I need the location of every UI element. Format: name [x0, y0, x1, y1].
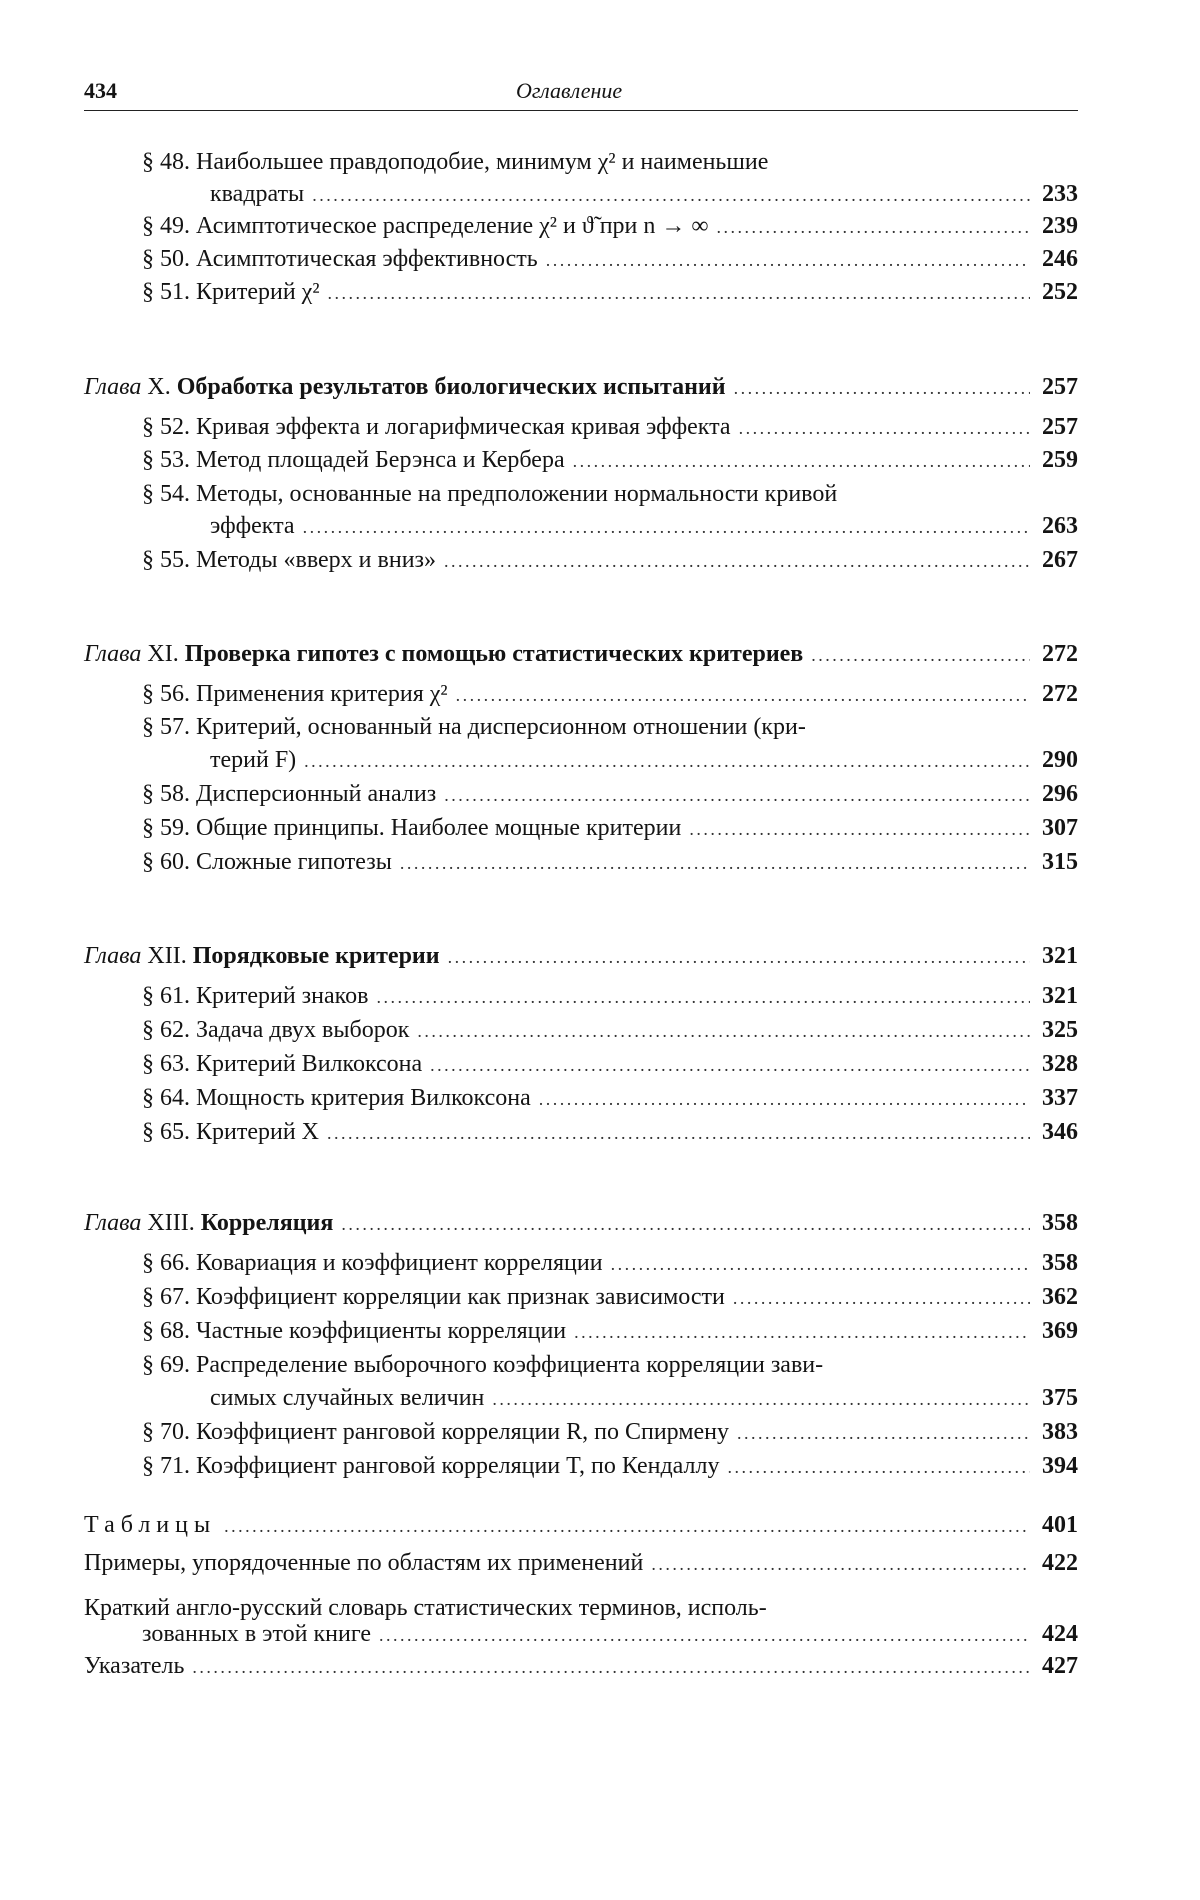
dot-leader	[733, 1281, 1030, 1314]
toc-chapter-line	[84, 371, 1078, 404]
toc-entry-text: § 48. Наибольшее правдоподобие, минимум χ² и наименьшие	[142, 149, 769, 175]
toc-chapter-line	[84, 638, 1078, 671]
toc-page-number: 358	[1042, 1250, 1078, 1276]
toc-entry-text: квадраты	[210, 181, 305, 207]
toc-entry-line	[142, 1618, 1078, 1651]
dot-leader	[811, 638, 1030, 671]
toc-entry-line	[210, 178, 1078, 211]
toc-page-number: 239	[1042, 213, 1078, 239]
toc-entry-line	[142, 846, 1078, 879]
dot-leader	[448, 940, 1030, 973]
toc-page-number: 233	[1042, 181, 1078, 207]
toc-entry-line	[142, 812, 1078, 845]
chapter-title: Порядковые критерии	[192, 943, 440, 969]
dot-leader	[573, 444, 1030, 477]
toc-page-number: 422	[1042, 1550, 1078, 1576]
dot-leader	[539, 1082, 1030, 1115]
chapter-label: Глава	[84, 641, 142, 667]
toc-entry-text: § 65. Критерий X	[142, 1119, 320, 1145]
chapter-label: Глава	[84, 374, 142, 400]
toc-entry-text: § 70. Коэффициент ранговой корреляции R, по Спирмену	[142, 1419, 730, 1445]
page-number: 434	[84, 78, 117, 103]
toc-entry-line	[142, 1450, 1078, 1483]
toc-entry-line	[142, 1082, 1078, 1115]
toc-entry-text: зованных в этой книге	[142, 1621, 371, 1647]
toc-entry-text: терий F)	[210, 747, 297, 773]
toc-entry-text: § 67. Коэффициент корреляции как признак зависимости	[142, 1284, 725, 1310]
toc-page-number: 424	[1042, 1621, 1078, 1647]
toc-page-number: 259	[1042, 447, 1078, 473]
chapter-number: XII.	[147, 943, 187, 969]
dot-leader	[430, 1048, 1030, 1081]
dot-leader	[727, 1450, 1030, 1483]
toc-entry-line	[142, 980, 1078, 1013]
toc-entry-text: § 71. Коэффициент ранговой корреляции T, по Кендаллу	[142, 1453, 720, 1479]
toc-entry-text: эффекта	[210, 513, 295, 539]
toc-entry-text: § 64. Мощность критерия Вилкоксона	[142, 1085, 531, 1111]
toc-entry-line	[84, 1650, 1078, 1683]
toc-entry-text: § 49. Асимптотическое распределение χ² и ϑ̃ при n → ∞	[142, 213, 709, 239]
dot-leader	[734, 371, 1030, 404]
toc-page-number: 307	[1042, 815, 1078, 841]
toc-page-number: 272	[1042, 681, 1078, 707]
toc-page-number: 328	[1042, 1051, 1078, 1077]
toc-entry-text: § 51. Критерий χ²	[142, 279, 320, 305]
toc-entry-line	[142, 1116, 1078, 1149]
toc-entry-text: симых случайных величин	[210, 1385, 485, 1411]
running-title: Оглавление	[516, 78, 623, 103]
toc-entry-text: Таблицы	[84, 1512, 217, 1538]
toc-entry-line	[142, 778, 1078, 811]
toc-page-number: 337	[1042, 1085, 1078, 1111]
chapter-title: Проверка гипотез с помощью статистических критериев	[184, 641, 804, 667]
toc-page-number: 427	[1042, 1653, 1078, 1679]
toc-page-number: 252	[1042, 279, 1078, 305]
dot-leader	[739, 411, 1030, 444]
toc-page-number: 394	[1042, 1453, 1078, 1479]
toc-page-number: 401	[1042, 1512, 1078, 1538]
dot-leader	[304, 744, 1030, 777]
dot-leader	[417, 1014, 1030, 1047]
toc-entry-line	[142, 411, 1078, 444]
toc-entry-line	[84, 1547, 1078, 1580]
toc-entry-text: § 62. Задача двух выборок	[142, 1017, 410, 1043]
toc-entry-text: § 56. Применения критерия χ²	[142, 681, 448, 707]
toc-page-number: 321	[1042, 983, 1078, 1009]
dot-leader	[376, 980, 1030, 1013]
page-header	[84, 74, 1078, 114]
toc-entry-text: § 63. Критерий Вилкоксона	[142, 1051, 423, 1077]
toc-page-number: 315	[1042, 849, 1078, 875]
dot-leader	[737, 1416, 1030, 1449]
dot-leader	[456, 678, 1030, 711]
dot-leader	[312, 178, 1030, 211]
chapter-title: Обработка результатов биологических испытаний	[176, 374, 726, 400]
dot-leader	[444, 778, 1030, 811]
dot-leader	[574, 1315, 1030, 1348]
toc-entry-line	[142, 1247, 1078, 1280]
toc-entry-line	[210, 744, 1078, 777]
dot-leader	[546, 243, 1030, 276]
dot-leader	[327, 1116, 1030, 1149]
toc-entry-text: § 59. Общие принципы. Наиболее мощные критерии	[142, 815, 682, 841]
toc-page-number: 346	[1042, 1119, 1078, 1145]
toc-entry-line	[142, 1014, 1078, 1047]
toc-entry-text: § 55. Методы «вверх и вниз»	[142, 547, 437, 573]
chapter-number: XI.	[147, 641, 179, 667]
toc-entry-line	[84, 1509, 1078, 1542]
chapter-title: Корреляция	[200, 1210, 334, 1236]
toc-entry-line	[210, 1382, 1078, 1415]
toc-page-number: 325	[1042, 1017, 1078, 1043]
chapter-label: Глава	[84, 1210, 142, 1236]
dot-leader	[400, 846, 1030, 879]
toc-entry-line	[142, 210, 1078, 243]
toc-entry-line	[142, 444, 1078, 477]
dot-leader	[224, 1509, 1030, 1542]
toc-entry-text: § 53. Метод площадей Берэнса и Кербера	[142, 447, 565, 473]
dot-leader	[341, 1207, 1030, 1240]
toc-page-number: 290	[1042, 747, 1078, 773]
toc-entry-line	[142, 544, 1078, 577]
toc-entry-text: § 57. Критерий, основанный на дисперсионном отношении (кри-	[142, 714, 806, 740]
toc-entry-text: § 68. Частные коэффициенты корреляции	[142, 1318, 567, 1344]
dot-leader	[192, 1650, 1030, 1683]
dot-leader	[303, 510, 1030, 543]
toc-entry-text: § 69. Распределение выборочного коэффициента корреляции зави-	[142, 1352, 824, 1378]
toc-entry-text: § 52. Кривая эффекта и логарифмическая кривая эффекта	[142, 414, 731, 440]
toc-entry-line	[142, 1281, 1078, 1314]
toc-entry-text: § 66. Ковариация и коэффициент корреляции	[142, 1250, 603, 1276]
dot-leader	[651, 1547, 1030, 1580]
toc-entry-line	[142, 678, 1078, 711]
toc-chapter-line	[84, 1207, 1078, 1240]
toc-entry-line	[142, 1048, 1078, 1081]
chapter-label: Глава	[84, 943, 142, 969]
toc-entry-text: Указатель	[84, 1653, 185, 1679]
toc-entry-line	[210, 510, 1078, 543]
toc-entry-text: § 60. Сложные гипотезы	[142, 849, 392, 875]
toc-chapter-line	[84, 940, 1078, 973]
toc-entry-line	[142, 1315, 1078, 1348]
toc-entry-line	[142, 243, 1078, 276]
toc-page-number: 246	[1042, 246, 1078, 272]
toc-entry-line	[142, 1416, 1078, 1449]
toc-page-number: 383	[1042, 1419, 1078, 1445]
toc-entry-text: § 61. Критерий знаков	[142, 983, 369, 1009]
toc-page-number: 263	[1042, 513, 1078, 539]
chapter-number: X.	[147, 374, 171, 400]
toc-page-number: 296	[1042, 781, 1078, 807]
dot-leader	[492, 1382, 1030, 1415]
dot-leader	[444, 544, 1030, 577]
toc-page-number: 257	[1042, 374, 1078, 400]
toc-page-number: 321	[1042, 943, 1078, 969]
toc-page-number: 257	[1042, 414, 1078, 440]
dot-leader	[717, 210, 1031, 243]
toc-entry-text: Примеры, упорядоченные по областям их применений	[84, 1550, 644, 1576]
toc-entry-line	[142, 276, 1078, 309]
toc-entry-text: § 54. Методы, основанные на предположении нормальности кривой	[142, 481, 838, 507]
dot-leader	[611, 1247, 1030, 1280]
chapter-number: XIII.	[147, 1210, 195, 1236]
toc-page-number: 362	[1042, 1284, 1078, 1310]
toc-page-number: 375	[1042, 1385, 1078, 1411]
toc-page-number: 267	[1042, 547, 1078, 573]
toc-page-number: 369	[1042, 1318, 1078, 1344]
toc-entry-text: § 50. Асимптотическая эффективность	[142, 246, 538, 272]
dot-leader	[379, 1618, 1030, 1651]
dot-leader	[689, 812, 1030, 845]
toc-entry-text: § 58. Дисперсионный анализ	[142, 781, 437, 807]
toc-entry-text: Краткий англо-русский словарь статистических терминов, исполь-	[84, 1595, 767, 1621]
toc-page-number: 272	[1042, 641, 1078, 667]
header-rule	[84, 110, 1078, 111]
toc-page-number: 358	[1042, 1210, 1078, 1236]
dot-leader	[328, 276, 1030, 309]
